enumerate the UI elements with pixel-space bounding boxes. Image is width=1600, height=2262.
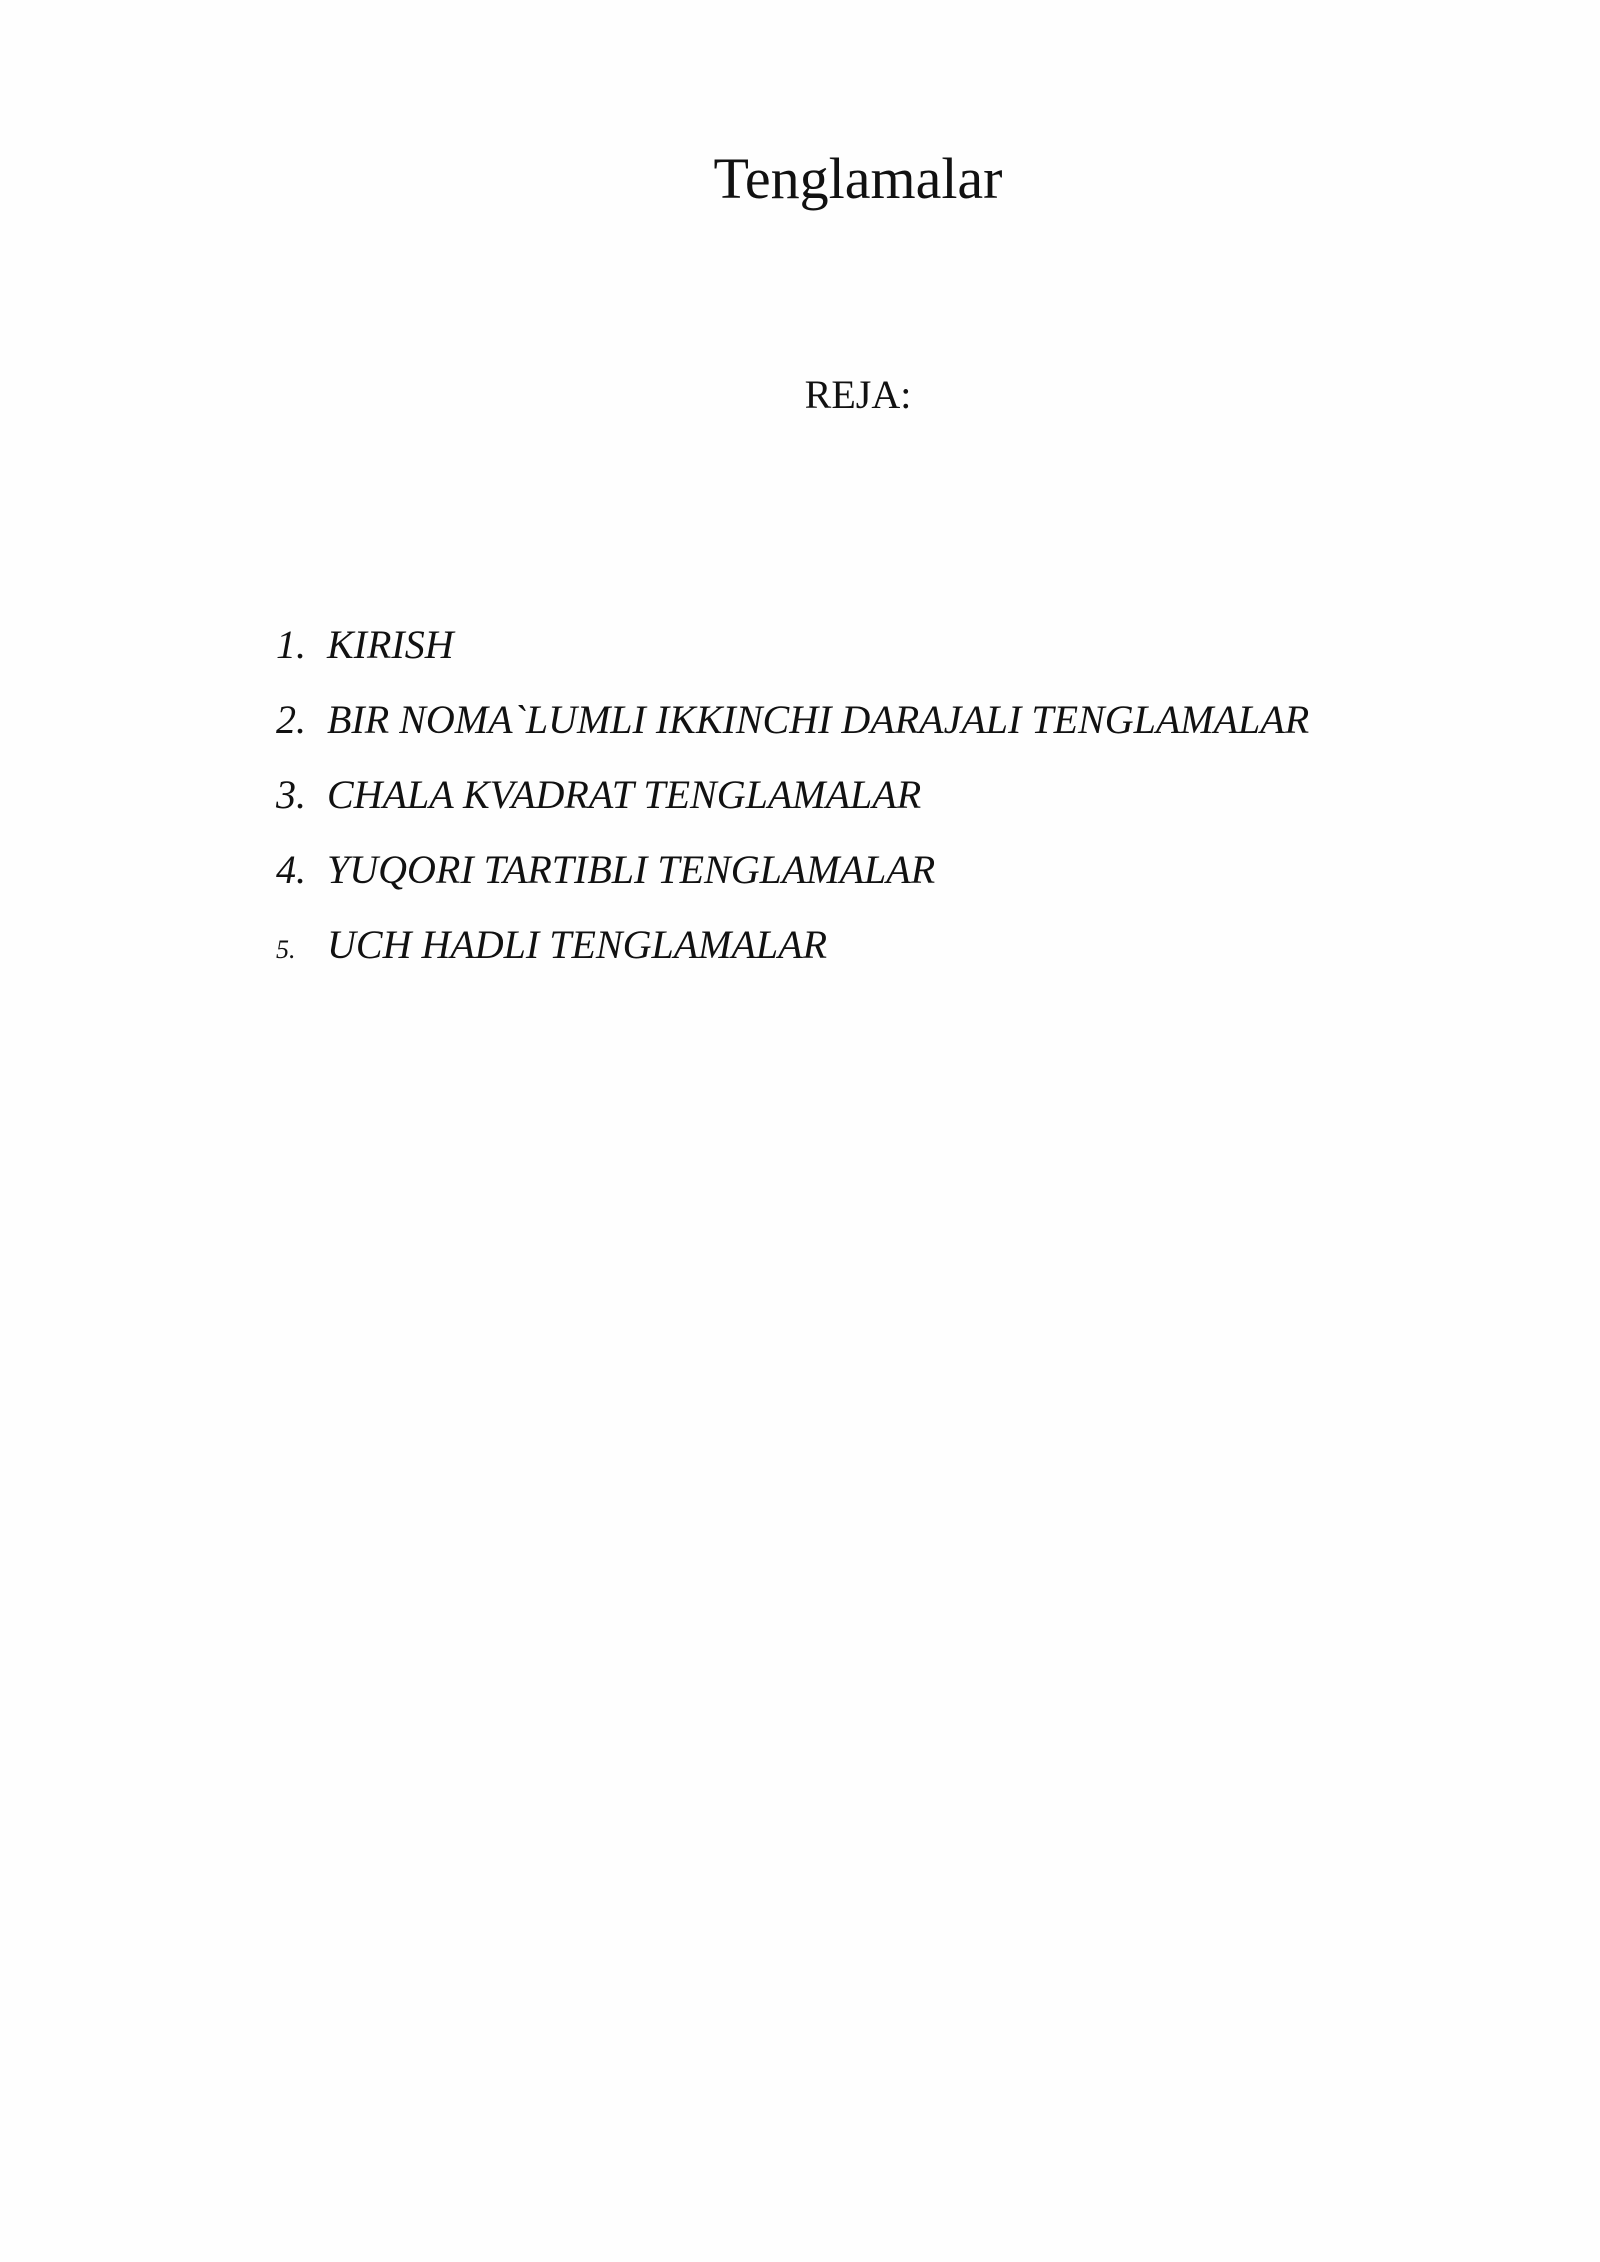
plan-item xyxy=(276,620,1309,695)
plan-heading: REJA: xyxy=(804,372,912,417)
plan-item-number: 2. xyxy=(276,697,306,742)
plan-item-number: 1. xyxy=(276,622,306,667)
plan-item xyxy=(276,770,1309,845)
document-title: Tenglamalar xyxy=(713,146,1003,211)
plan-item-number: 4. xyxy=(276,847,306,892)
plan-item xyxy=(276,920,1309,995)
plan-item xyxy=(276,695,1309,770)
plan-item-number: 5. xyxy=(276,935,296,964)
plan-item-text: YUQORI TARTIBLI TENGLAMALAR xyxy=(327,847,936,892)
plan-item xyxy=(276,845,1309,920)
plan-item-text: BIR NOMA`LUMLI IKKINCHI DARAJALI TENGLAMALAR xyxy=(327,697,1310,742)
plan-item-number: 3. xyxy=(276,772,306,817)
plan-item-text: KIRISH xyxy=(327,622,454,667)
plan-list xyxy=(276,620,1309,995)
plan-item-text: UCH HADLI TENGLAMALAR xyxy=(327,922,828,967)
plan-item-text: CHALA KVADRAT TENGLAMALAR xyxy=(327,772,922,817)
